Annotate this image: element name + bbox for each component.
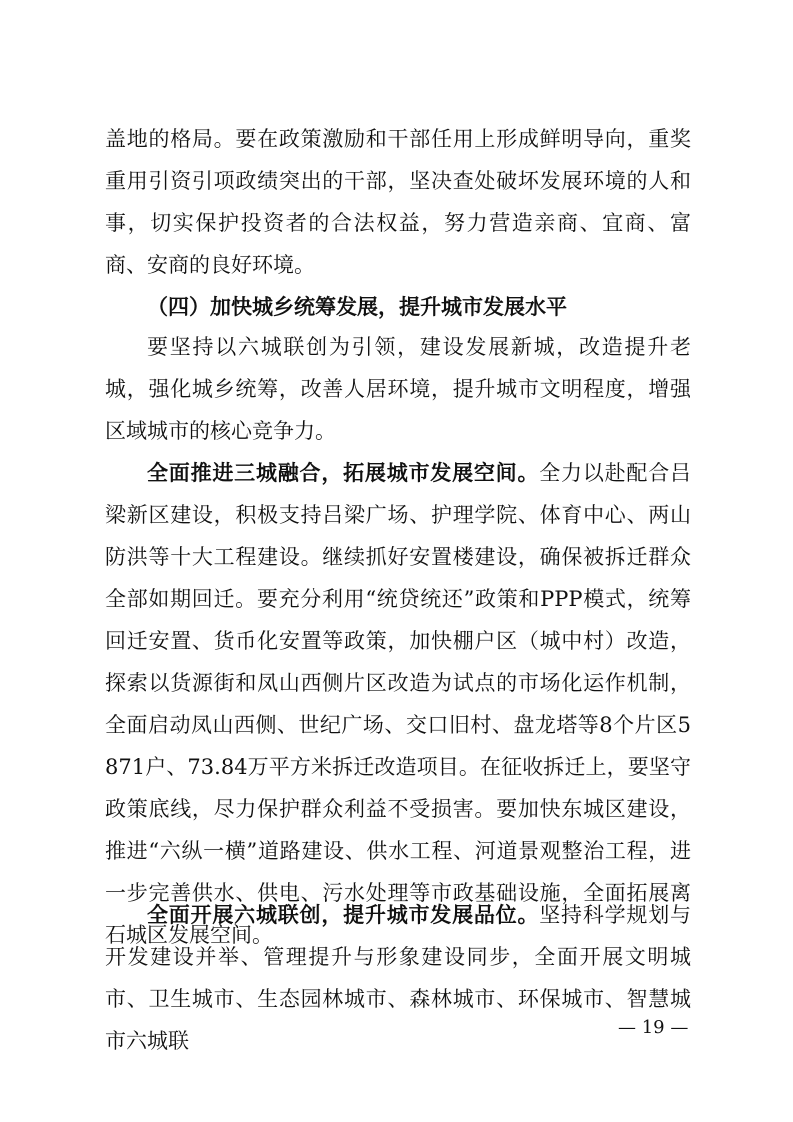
paragraph-body: 坚持科学规划与开发建设并举、管理提升与形象建设同步，全面开展文明城市、卫生城市、生态园林城市、森林城市、环保城市、智慧城市六城联 xyxy=(105,903,691,1053)
paragraph-three-cities xyxy=(105,452,691,956)
paragraph-six-cities xyxy=(105,894,691,1062)
paragraph-body: 全力以赴配合吕梁新区建设，积极支持吕梁广场、护理学院、体育中心、两山防洪等十大工程建设。继续抓好安置楼建设，确保被拆迁群众全部如期回迁。要充分利用“统贷统还”政策和PPP模式，统筹回迁安置、货币化安置等政策，加快棚户区（城中村）改造，探索以货源街和凤山西侧片区改造为试点的市场化运作机制，全面启动凤山西侧、世纪广场、交口旧村、盘龙塔等8个片区5871户、73.84万平方米拆迁改造项目。在征收拆迁上，要坚守政策底线，尽力保护群众利益不受损害。要加快东城区建设，推进“六纵一横”道路建设、供水工程、河道景观整治工程，进一步完善供水、供电、污水处理等市政基础设施，全面拓展离石城区发展空间。 xyxy=(105,461,691,947)
section-heading: （四）加快城乡统筹发展，提升城市发展水平 xyxy=(147,294,567,319)
paragraph-continuation: 盖地的格局。要在政策激励和干部任用上形成鲜明导向，重奖重用引资引项政绩突出的干部，坚决查处破坏发展环境的人和事，切实保护投资者的合法权益，努力营造亲商、宜商、富商、安商的良好环境。 xyxy=(105,127,691,277)
page-number: — 19 — xyxy=(618,1017,689,1038)
paragraph-intro: 要坚持以六城联创为引领，建设发展新城，改造提升老城，强化城乡统筹，改善人居环境，提升城市文明程度，增强区域城市的核心竞争力。 xyxy=(105,335,691,443)
paragraph-lead: 全面开展六城联创，提升城市发展品位。 xyxy=(147,902,540,927)
paragraph-lead: 全面推进三城融合，拓展城市发展空间。 xyxy=(147,460,540,485)
